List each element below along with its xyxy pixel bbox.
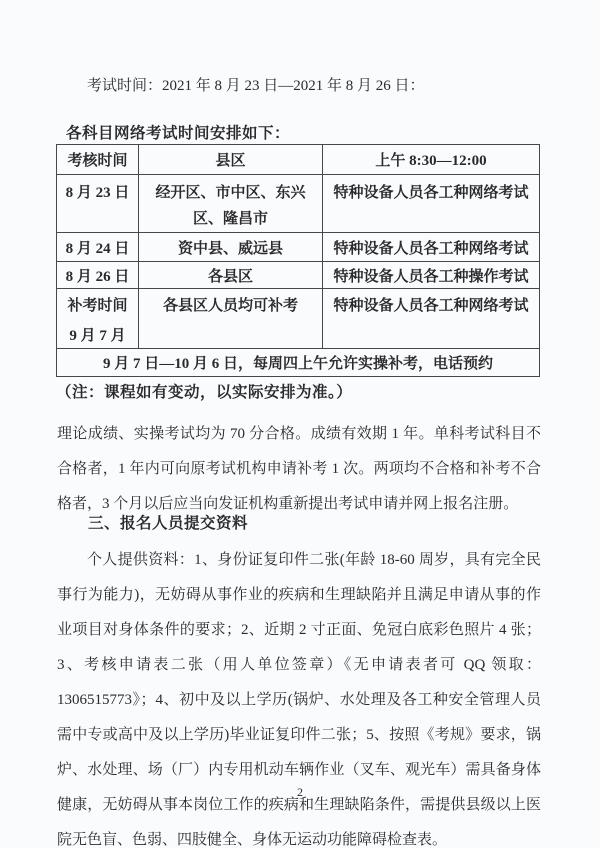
header-cell-session: 上午 8:30—12:00 bbox=[323, 145, 540, 175]
section-heading-materials: 三、报名人员提交资料 bbox=[88, 515, 249, 532]
table-row bbox=[57, 289, 540, 349]
paragraph-materials: 个人提供资料：1、身份证复印件二张(年龄 18-60 周岁，具有完全民事行为能力)，无妨碍从事作业的疾病和生理缺陷并且满足申请从事的作业项目对身体条件的要求；2、近期 2 寸正面、免冠白底彩色照片 4 张；3、考核申请表二张（用人单位签章）《无申请表者可 QQ 领取：1306515773》；4、初中及以上学历(锅炉、水处理及各工种安全管理人员需中专或高中及以上学历)毕业证复印件二张；5、按照《考规》要求，锅炉、水处理、场（厂）内专用机动车辆作业（叉车、观光车）需具备身体健康，无妨碍从事本岗位工作的疾病和生理缺陷条件，需提供县级以上医院无色盲、色弱、四肢健全、身体无运动功能障碍检查表。 bbox=[57, 552, 541, 848]
paragraph-scoring-rules: 理论成绩、实操考试均为 70 分合格。成绩有效期 1 年。单科考试科目不合格者，1 年内可向原考试机构申请补考 1 次。两项均不合格和补考不合格者，3 个月以后应当向发证机构重新提出考试申请并网上报名注册。 bbox=[57, 426, 541, 512]
makeup-time-label: 补考时间 bbox=[67, 298, 128, 314]
header-cell-district: 县区 bbox=[139, 145, 323, 175]
cell-district: 各县区人员均可补考 bbox=[139, 289, 323, 349]
table-header-row bbox=[57, 145, 540, 175]
schedule-heading: 各科目网络考试时间安排如下： bbox=[66, 125, 291, 142]
makeup-note-cell: 9 月 7 日—10 月 6 日，每周四上午允许实操补考，电话预约 bbox=[57, 349, 540, 377]
table-row bbox=[57, 233, 540, 262]
exam-time-line: 考试时间：2021 年 8 月 23 日—2021 年 8 月 26 日： bbox=[87, 78, 425, 94]
header-cell-time: 考核时间 bbox=[57, 145, 139, 175]
cell-exam-type: 特种设备人员各工种网络考试 bbox=[323, 233, 540, 262]
cell-district: 经开区、市中区、东兴区、隆昌市 bbox=[139, 175, 323, 233]
cell-district: 各县区 bbox=[139, 262, 323, 289]
cell-exam-date: 8 月 26 日 bbox=[57, 262, 139, 289]
table-row bbox=[57, 262, 540, 289]
table-row bbox=[57, 175, 540, 233]
cell-exam-date: 8 月 23 日 bbox=[57, 175, 139, 233]
exam-schedule-table bbox=[56, 144, 540, 377]
cell-exam-date: 8 月 24 日 bbox=[57, 233, 139, 262]
cell-district: 资中县、威远县 bbox=[139, 233, 323, 262]
makeup-time-date: 9 月 7 月 bbox=[69, 328, 126, 344]
cell-exam-type: 特种设备人员各工种操作考试 bbox=[323, 262, 540, 289]
cell-exam-type: 特种设备人员各工种网络考试 bbox=[323, 175, 540, 233]
table-footer-row bbox=[57, 349, 540, 377]
note-line: （注：课程如有变动，以实际安排为准。） bbox=[56, 384, 353, 401]
page-number: 2 bbox=[297, 785, 303, 799]
cell-makeup-time bbox=[57, 289, 139, 349]
cell-exam-type: 特种设备人员各工种网络考试 bbox=[323, 289, 540, 349]
